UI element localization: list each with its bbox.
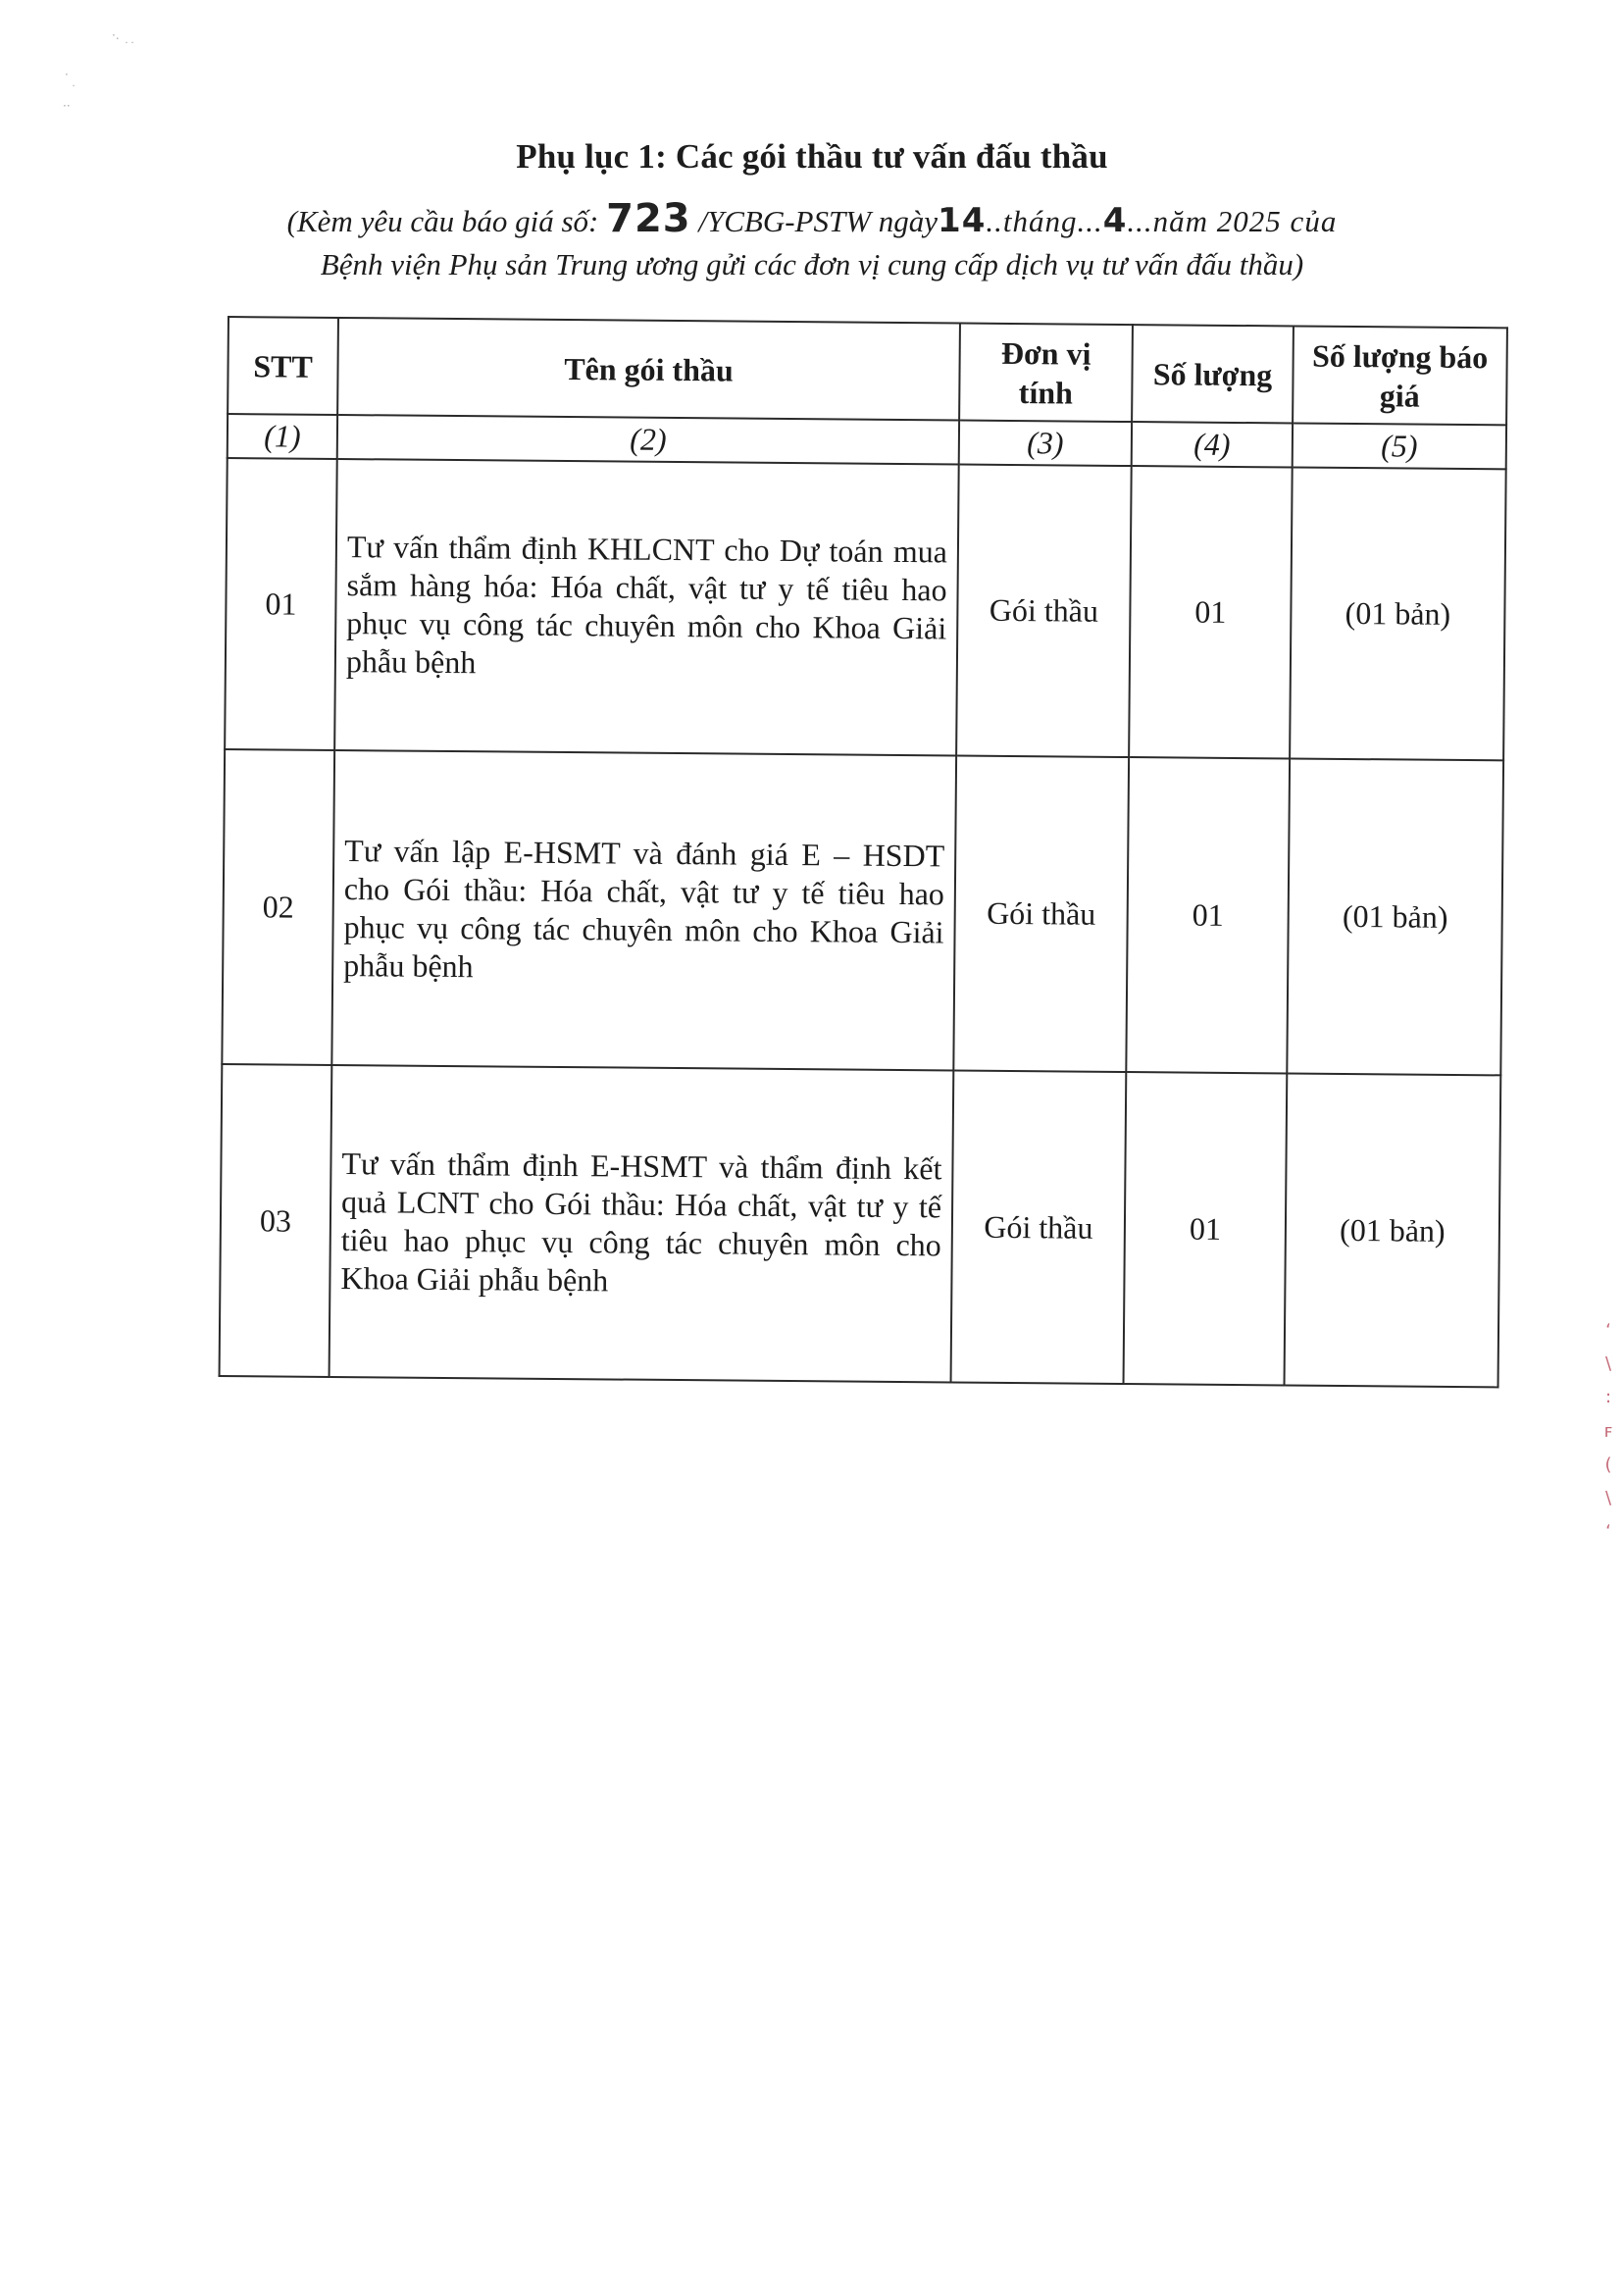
row-unit: Gói thầu — [953, 755, 1129, 1072]
handwritten-day: 14 — [938, 201, 987, 240]
index-cell: (1) — [228, 414, 337, 458]
row-unit: Gói thầu — [951, 1071, 1127, 1384]
table-row — [225, 458, 1506, 761]
table-row — [222, 749, 1503, 1076]
header-quote-quantity: Số lượng báo giá — [1293, 326, 1507, 425]
table-header-row — [228, 317, 1507, 425]
row-quantity: 01 — [1129, 466, 1293, 759]
appendix-title: Phụ lục 1: Các gói thầu tư vấn đấu thầu — [516, 137, 1108, 176]
header-unit: Đơn vị tính — [959, 324, 1133, 423]
row-quantity: 01 — [1124, 1072, 1288, 1385]
handwritten-month: 4 — [1102, 201, 1128, 240]
row-quote-quantity: (01 bản) — [1290, 467, 1506, 760]
subtitle-prefix: (Kèm yêu cầu báo giá số: — [286, 204, 607, 238]
header-stt: STT — [228, 317, 338, 415]
subtitle-year-label: ...năm 2025 của — [1127, 204, 1338, 238]
row-stt: 03 — [220, 1064, 332, 1377]
row-package-name: Tư vấn thẩm định E-HSMT và thẩm định kết quả LCNT cho Gói thầu: Hóa chất, vật tư y tế tiêu hao phục vụ công tác chuyên môn cho Khoa Giải phẫu bệnh — [330, 1065, 954, 1382]
row-quote-quantity: (01 bản) — [1285, 1074, 1501, 1387]
row-stt: 02 — [222, 749, 334, 1066]
row-unit: Gói thầu — [956, 464, 1132, 757]
scan-speckle-marks: ·. ˙˙ · ˙ ·· — [63, 28, 135, 113]
row-quote-quantity: (01 bản) — [1287, 758, 1503, 1075]
appendix-subtitle-line-2: Bệnh viện Phụ sản Trung ương gửi các đơn vị cung cấp dịch vụ tư vấn đấu thầu) — [320, 247, 1304, 281]
appendix-subtitle-line-1 — [0, 196, 1624, 241]
row-package-name: Tư vấn lập E-HSMT và đánh giá E – HSDT cho Gói thầu: Hóa chất, vật tư y tế tiêu hao phục vụ công tác chuyên môn cho Khoa Giải phẫu bệnh — [331, 750, 956, 1071]
subtitle-month-label: ..tháng... — [986, 204, 1103, 238]
index-cell: (4) — [1132, 422, 1293, 467]
side-stamp-fragment: ʻ \ : ꜰ ( \ ʻ — [1603, 1320, 1613, 1543]
subtitle-code: /YCBG-PSTW ngày — [690, 204, 939, 238]
header-package-name: Tên gói thầu — [337, 318, 960, 421]
index-cell: (3) — [959, 421, 1132, 466]
row-quantity: 01 — [1126, 757, 1290, 1074]
header-quantity: Số lượng — [1132, 325, 1294, 424]
index-cell: (2) — [337, 415, 959, 464]
index-cell: (5) — [1293, 424, 1506, 469]
bidding-packages-table — [219, 316, 1508, 1388]
table-row — [220, 1064, 1501, 1387]
row-stt: 01 — [225, 458, 337, 750]
handwritten-request-number: 723 — [606, 196, 691, 241]
row-package-name: Tư vấn thẩm định KHLCNT cho Dự toán mua sắm hàng hóa: Hóa chất, vật tư y tế tiêu hao phục vụ công tác chuyên môn cho Khoa Giải phẫu bệnh — [334, 459, 959, 756]
